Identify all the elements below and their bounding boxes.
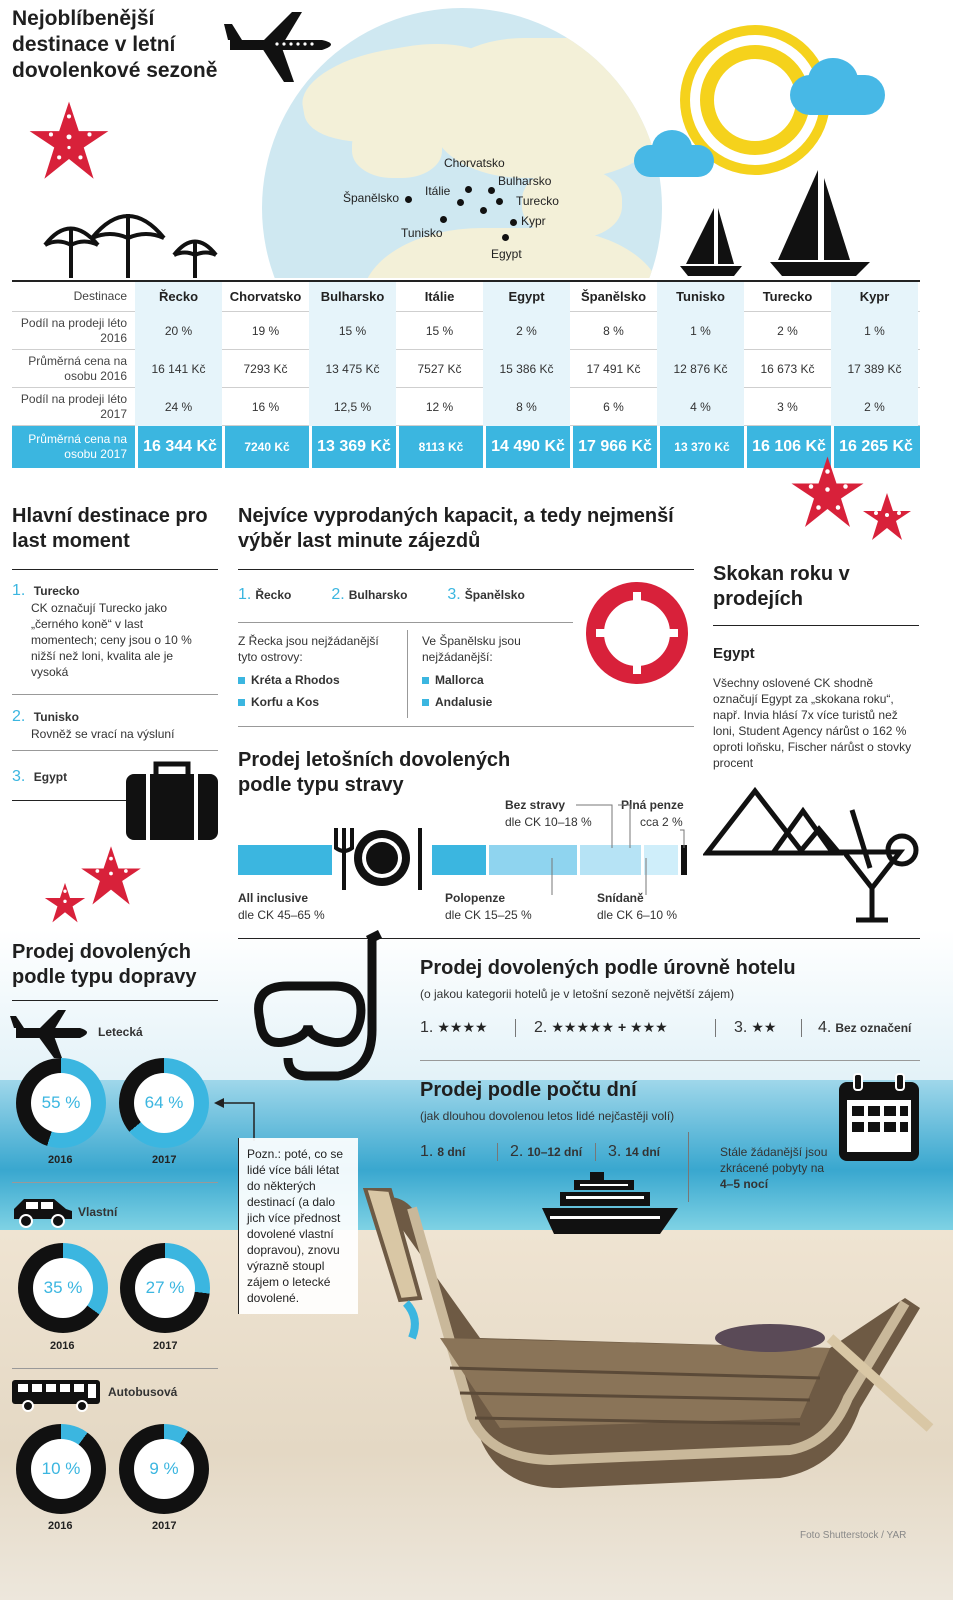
table-cell: 16 265 Kč xyxy=(831,426,918,468)
diet-range: dle CK 45–65 % xyxy=(238,908,325,922)
hotel-stars: ★★★★★ + ★★★ xyxy=(551,1019,668,1035)
list-item xyxy=(12,582,212,680)
hotel-ranking xyxy=(420,1010,920,1046)
table-cell: 8113 Kč xyxy=(396,426,483,468)
list-item xyxy=(12,768,122,786)
table-cell: 2 % xyxy=(777,323,798,338)
last-moment-title: Hlavní destinace pro last moment xyxy=(12,505,208,552)
table-row xyxy=(12,350,920,388)
city-label: Chorvatsko xyxy=(444,156,505,170)
days-label: 14 dní xyxy=(625,1145,661,1159)
hotel-item xyxy=(716,1019,802,1037)
table-cell: 3 % xyxy=(777,399,798,414)
column-header: Španělsko xyxy=(580,289,647,304)
rank-number: 1. xyxy=(238,586,252,603)
rank-number: 2. xyxy=(331,586,345,603)
table-cell: 20 % xyxy=(135,312,222,350)
table-cell: 7293 Kč xyxy=(243,361,288,376)
map-dot xyxy=(465,186,472,193)
city-label: Egypt xyxy=(491,247,522,261)
transport-note: Pozn.: poté, co se lidé více báli létat do některých destinací (a dalo jich více přednost dovolené vlastní dopravou), znovu výrazně stoupl zájem o letecké dovolené. xyxy=(238,1138,358,1314)
table-cell: 14 490 Kč xyxy=(483,426,570,468)
diet-label: Polopenze xyxy=(445,891,506,905)
table-cell: 16 344 Kč xyxy=(135,426,222,468)
table-cell: 13 369 Kč xyxy=(309,426,396,468)
table-cell: 1 % xyxy=(657,312,744,350)
city-label: Španělsko xyxy=(343,191,400,205)
calendar-icon xyxy=(836,1072,922,1164)
ring-chart xyxy=(120,1243,210,1333)
row-label: Podíl na prodeji léto 2016 xyxy=(20,315,127,345)
table-cell: 8 % xyxy=(483,388,570,426)
days-subtitle: (jak dlouhou dovolenou letos lidé nejčastěji volí) xyxy=(420,1109,675,1123)
list-item-text: CK označují Turecko jako „černého koně“ v last momentech; ceny jsou o 10 % nižší než loni, kvalita ale je vysoká xyxy=(31,601,192,679)
diet-leader-lines xyxy=(540,800,700,900)
column-header: Kypr xyxy=(831,282,918,312)
table-cell: 15 % xyxy=(309,312,396,350)
city-label: Bulharsko xyxy=(498,174,552,188)
starfish-icon xyxy=(790,455,865,530)
days-label: 10–12 dní xyxy=(527,1145,583,1159)
rank-name: Bulharsko xyxy=(348,588,408,602)
hotel-item xyxy=(516,1019,716,1037)
page-title: Nejoblíbenější destinace v letní dovolenkové sezoně xyxy=(12,7,218,82)
column-header: Tunisko xyxy=(657,282,744,312)
suitcase-icon xyxy=(124,760,220,842)
year-label: 2016 xyxy=(48,1154,73,1166)
hotel-stars: ★★★★ xyxy=(437,1019,488,1035)
days-item xyxy=(498,1143,596,1161)
transport-name: Letecká xyxy=(98,1025,143,1039)
map-dot xyxy=(480,207,487,214)
ring-chart xyxy=(119,1058,209,1148)
days-label: 8 dní xyxy=(437,1145,466,1159)
island-name: Andalusie xyxy=(435,695,493,709)
rank-name: Španělsko xyxy=(464,588,525,602)
transport-title: Prodej dovolených podle typu dopravy xyxy=(12,941,197,988)
hotel-title: Prodej dovolených podle úrovně hotelu xyxy=(420,957,796,979)
island-item xyxy=(238,672,340,688)
table-row xyxy=(12,388,920,426)
island-item xyxy=(422,694,492,710)
rank-number: 2. xyxy=(510,1143,524,1160)
table-cell: 17 491 Kč xyxy=(586,361,641,376)
rank-number: 2. xyxy=(534,1019,548,1036)
table-cell: 12,5 % xyxy=(309,388,396,426)
table-cell: 19 % xyxy=(251,323,280,338)
row-label: Průměrná cena na osobu 2017 xyxy=(28,432,127,461)
table-row xyxy=(12,312,920,350)
airplane-icon xyxy=(10,1008,94,1060)
island-name: Mallorca xyxy=(435,673,484,687)
cloud-icon xyxy=(808,58,858,103)
sold-out-title: Nejvíce vyprodaných kapacit, a tedy nejmenší výběr last minute zájezdů xyxy=(238,505,674,552)
ring-chart xyxy=(18,1243,108,1333)
list-item-text: Rovněž se vrací na výsluní xyxy=(31,727,175,741)
diet-range: dle CK 15–25 % xyxy=(445,908,532,922)
list-item xyxy=(12,708,212,742)
island-item xyxy=(238,694,319,710)
photo-credit: Foto Shutterstock / YAR xyxy=(800,1530,907,1541)
pyramids-icon xyxy=(703,785,843,857)
sailboats-icon xyxy=(678,168,878,278)
rank-number: 3. xyxy=(734,1019,748,1036)
table-cell: 15 % xyxy=(425,323,454,338)
table-cell: 7527 Kč xyxy=(417,361,462,376)
ring-label: 27 % xyxy=(135,1258,195,1318)
beach-umbrellas-icon xyxy=(40,200,230,280)
car-icon xyxy=(10,1195,74,1229)
greece-intro: Z Řecka jsou nejžádanější tyto ostrovy: xyxy=(238,634,379,664)
table-cell: 24 % xyxy=(135,388,222,426)
table-cell: 15 386 Kč xyxy=(483,350,570,388)
map-dot xyxy=(457,199,464,206)
ring-label: 35 % xyxy=(33,1258,93,1318)
table-cell: 4 % xyxy=(657,388,744,426)
table-cell: 12 % xyxy=(425,399,454,414)
table-cell: 8 % xyxy=(603,323,624,338)
rank-item xyxy=(447,586,524,604)
diet-range: cca 2 % xyxy=(640,815,683,829)
rank-number: 1. xyxy=(420,1019,434,1036)
snorkel-mask-icon xyxy=(248,930,388,1100)
ring-label: 9 % xyxy=(134,1439,194,1499)
days-note-text: Stále žádanější jsou zkrácené pobyty na xyxy=(720,1145,828,1175)
list-item-name: Tunisko xyxy=(33,710,79,724)
days-item xyxy=(596,1143,686,1161)
diet-label: Snídaně xyxy=(597,891,644,905)
island-item xyxy=(422,672,484,688)
cocktail-icon xyxy=(838,808,920,926)
table-cell: 6 % xyxy=(603,399,624,414)
list-number: 1. xyxy=(12,582,26,599)
life-ring-icon xyxy=(582,578,692,688)
ring-label: 55 % xyxy=(31,1073,91,1133)
starfish-icon xyxy=(28,100,110,182)
list-number: 3. xyxy=(12,768,26,785)
rank-number: 4. xyxy=(818,1019,832,1036)
diet-label: Plná penze xyxy=(621,798,684,812)
diet-range: dle CK 6–10 % xyxy=(597,908,678,922)
city-label: Tunisko xyxy=(401,226,443,240)
map-dot xyxy=(496,198,503,205)
table-cell: 12 876 Kč xyxy=(657,350,744,388)
row-label: Podíl na prodeji léto 2017 xyxy=(20,391,127,421)
year-label: 2017 xyxy=(152,1154,177,1166)
rank-number: 3. xyxy=(608,1143,622,1160)
starfish-icon xyxy=(80,845,142,907)
list-item-name: Turecko xyxy=(33,584,80,598)
hotel-label: Bez označení xyxy=(835,1021,912,1035)
row-label: Průměrná cena na osobu 2016 xyxy=(28,353,127,383)
column-header: Destinace xyxy=(73,289,127,303)
list-item-name: Egypt xyxy=(33,770,68,784)
jumper-title: Skokan roku v prodejích xyxy=(713,563,850,610)
table-cell: 7240 Kč xyxy=(222,426,309,468)
city-label: Turecko xyxy=(516,194,559,208)
days-ranking xyxy=(420,1135,700,1169)
diet-label: All inclusive xyxy=(238,891,309,905)
table-cell: 16 106 Kč xyxy=(744,426,831,468)
ring-chart xyxy=(16,1424,106,1514)
destinations-table xyxy=(12,280,920,468)
rank-item xyxy=(331,586,407,604)
days-item xyxy=(420,1143,498,1161)
jumper-text: Všechny oslovené CK shodně označují Egypt za „skokana roku“, např. Invia hlásí 7x více turistů než loni, Student Agency nárůst o 162 % oproti loňsku, Fischer nárůst o stovky procent xyxy=(713,676,912,770)
map-dot xyxy=(440,216,447,223)
ring-label: 10 % xyxy=(31,1439,91,1499)
column-header: Itálie xyxy=(424,289,455,304)
map-dot xyxy=(510,219,517,226)
spain-intro: Ve Španělsku jsou nejžádanější: xyxy=(422,634,521,664)
rank-item xyxy=(238,586,291,604)
hotel-item xyxy=(420,1019,516,1037)
table-cell: 16 673 Kč xyxy=(760,361,815,376)
plate-cutlery-icon xyxy=(332,822,432,894)
days-note xyxy=(720,1144,840,1192)
rank-number: 1. xyxy=(420,1143,434,1160)
transport-name: Vlastní xyxy=(78,1205,118,1219)
column-header: Turecko xyxy=(762,289,813,304)
table-cell: 16 % xyxy=(251,399,280,414)
table-row-highlight xyxy=(12,426,920,468)
starfish-icon xyxy=(44,882,86,924)
table-cell: 16 141 Kč xyxy=(135,350,222,388)
year-label: 2017 xyxy=(153,1340,178,1352)
table-cell: 13 370 Kč xyxy=(657,426,744,468)
bus-icon xyxy=(10,1378,102,1412)
ring-chart xyxy=(16,1058,106,1148)
transport-name: Autobusová xyxy=(108,1385,178,1399)
map-dot xyxy=(502,234,509,241)
jumper-country: Egypt xyxy=(713,645,755,662)
city-label: Kypr xyxy=(521,214,546,228)
ring-chart xyxy=(119,1424,209,1514)
days-note-bold: 4–5 nocí xyxy=(720,1177,769,1191)
diet-title: Prodej letošních dovolených podle typu stravy xyxy=(238,749,511,796)
city-label: Itálie xyxy=(425,184,451,198)
table-cell: 13 475 Kč xyxy=(309,350,396,388)
days-title: Prodej podle počtu dní xyxy=(420,1079,637,1101)
table-cell: 2 % xyxy=(483,312,570,350)
table-cell: 1 % xyxy=(831,312,918,350)
column-header: Chorvatsko xyxy=(229,289,302,304)
rank-number: 3. xyxy=(447,586,461,603)
island-name: Kréta a Rhodos xyxy=(251,673,340,687)
diet-label: Bez stravy xyxy=(505,798,566,812)
hotel-item xyxy=(802,1019,920,1037)
starfish-icon xyxy=(862,492,912,542)
map-dot xyxy=(488,187,495,194)
island-name: Korfu a Kos xyxy=(251,695,320,709)
column-header: Egypt xyxy=(483,282,570,312)
table-cell: 17 389 Kč xyxy=(831,350,918,388)
hotel-stars: ★★ xyxy=(751,1019,777,1035)
table-header-row xyxy=(12,282,920,312)
cloud-icon xyxy=(652,130,692,166)
column-header: Řecko xyxy=(135,282,222,312)
year-label: 2017 xyxy=(152,1520,177,1532)
year-label: 2016 xyxy=(50,1340,75,1352)
ring-label: 64 % xyxy=(134,1073,194,1133)
hotel-subtitle: (o jakou kategorii hotelů je v letošní sezoně největší zájem) xyxy=(420,987,735,1001)
rank-name: Řecko xyxy=(255,588,292,602)
column-header: Bulharsko xyxy=(309,282,396,312)
map-dot xyxy=(405,196,412,203)
year-label: 2016 xyxy=(48,1520,73,1532)
table-cell: 17 966 Kč xyxy=(570,426,657,468)
list-number: 2. xyxy=(12,708,26,725)
wooden-boat-image xyxy=(360,1188,940,1518)
table-cell: 2 % xyxy=(831,388,918,426)
diet-range: dle CK 10–18 % xyxy=(505,815,592,829)
